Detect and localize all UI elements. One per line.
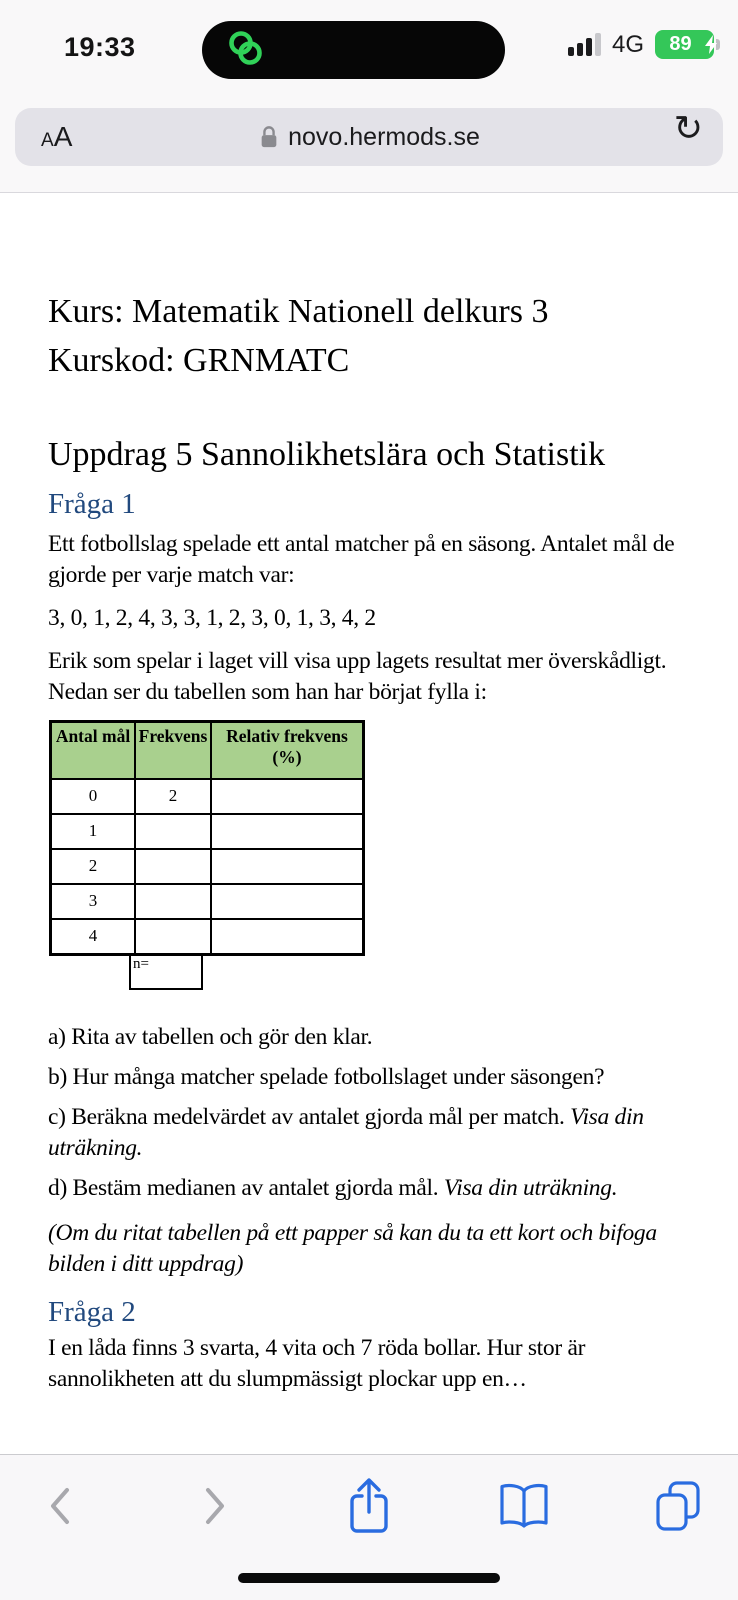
cell xyxy=(135,919,211,955)
address-bar[interactable] xyxy=(15,108,723,166)
url-display[interactable] xyxy=(15,123,723,152)
subtask-c xyxy=(48,1102,668,1164)
toolbar-icon-row xyxy=(0,1455,738,1545)
subtask-a xyxy=(48,1022,690,1053)
status-bar xyxy=(0,0,738,97)
header-antal-mal: Antal mål xyxy=(51,721,136,779)
n-total-cell: n= xyxy=(129,953,203,990)
subtask-italic: Visa din uträkning. xyxy=(443,1174,618,1201)
forward-button[interactable] xyxy=(185,1471,245,1541)
header-relativ-frekvens: Relativ frekvens (%) xyxy=(211,721,364,779)
table-row xyxy=(51,779,364,814)
table-row xyxy=(51,884,364,919)
table-row xyxy=(51,849,364,884)
table-row xyxy=(51,919,364,955)
table-row xyxy=(51,814,364,849)
frequency-table xyxy=(49,720,365,956)
battery-indicator xyxy=(655,30,720,59)
question1-heading: Fråga 1 xyxy=(48,487,136,520)
cell xyxy=(211,919,364,955)
cell xyxy=(135,814,211,849)
reader-options-button[interactable]: A A xyxy=(41,121,73,152)
cell: 4 xyxy=(51,919,136,955)
cell xyxy=(135,849,211,884)
cell: 2 xyxy=(135,779,211,814)
cell: 0 xyxy=(51,779,136,814)
bookmarks-button[interactable] xyxy=(494,1471,554,1541)
safari-bottom-toolbar xyxy=(0,1454,738,1600)
tabs-icon xyxy=(653,1478,703,1534)
charging-bolt-icon xyxy=(704,35,718,54)
clock: 19:33 xyxy=(64,32,136,62)
question1-intro: Ett fotbollslag spelade ett antal matcher på en säsong. Antalet mål de gjorde per varje match var: xyxy=(48,530,675,588)
cell: 1 xyxy=(51,814,136,849)
cell xyxy=(135,884,211,919)
table-header-row xyxy=(51,721,364,779)
browser-top-chrome xyxy=(0,0,738,193)
subtask-text: a) Rita av tabellen och gör den klar. xyxy=(48,1023,373,1050)
course-code: Kurskod: GRNMATC xyxy=(48,341,350,379)
back-button[interactable] xyxy=(30,1471,90,1541)
home-indicator[interactable] xyxy=(238,1573,500,1583)
dynamic-island xyxy=(202,21,505,79)
cell xyxy=(211,814,364,849)
cell-signal-icon xyxy=(568,33,601,56)
domain-text: novo.hermods.se xyxy=(288,122,480,151)
subtask-italic: Visa din uträkning. xyxy=(48,1103,644,1161)
ssl-lock-icon xyxy=(258,124,280,150)
book-icon xyxy=(496,1482,552,1530)
subtask-text: b) Hur många matcher spelade fotbollslaget under säsongen? xyxy=(48,1063,605,1090)
header-frekvens: Frekvens xyxy=(135,721,211,779)
question1-table-intro: Erik som spelar i laget vill visa upp lagets resultat mer överskådligt. Nedan ser du tabellen som han har börjat fylla i: xyxy=(48,647,667,705)
share-button[interactable] xyxy=(339,1471,399,1541)
course-title xyxy=(48,288,690,386)
cell: 3 xyxy=(51,884,136,919)
network-type-label: 4G xyxy=(611,30,644,58)
subtask-d xyxy=(48,1173,690,1204)
course-name: Kurs: Matematik Nationell delkurs 3 xyxy=(48,293,549,330)
cell: 2 xyxy=(51,849,136,884)
web-page-content xyxy=(0,193,738,1395)
chevron-right-icon xyxy=(202,1483,228,1529)
question1-subtasks xyxy=(48,1022,690,1204)
subtask-text: c) Beräkna medelvärdet av antalet gjorda mål per match. xyxy=(48,1103,571,1130)
cell xyxy=(211,884,364,919)
hotspot-link-icon xyxy=(224,29,268,71)
reload-button[interactable]: ↻ xyxy=(673,109,703,149)
tabs-button[interactable] xyxy=(648,1471,708,1541)
chevron-left-icon xyxy=(47,1483,73,1529)
photo-attachment-note: (Om du ritat tabellen på ett papper så kan du ta ett kort och bifoga bilden i ditt uppdrag) xyxy=(48,1219,657,1277)
subtask-b xyxy=(48,1062,690,1093)
goal-data-series: 3, 0, 1, 2, 4, 3, 3, 1, 2, 3, 0, 1, 3, 4, 2 xyxy=(48,604,376,631)
share-icon xyxy=(345,1474,393,1538)
question2-heading: Fråga 2 xyxy=(48,1295,136,1328)
cell xyxy=(211,779,364,814)
cell xyxy=(211,849,364,884)
battery-percent: 89 xyxy=(655,30,714,59)
assignment-title: Uppdrag 5 Sannolikhetslära och Statistik xyxy=(48,435,606,473)
subtask-text: d) Bestäm medianen av antalet gjorda mål. xyxy=(48,1174,444,1201)
status-indicators xyxy=(568,30,720,59)
question2-text: I en låda finns 3 svarta, 4 vita och 7 röda bollar. Hur stor är sannolikheten att du slumpmässigt plockar upp en… xyxy=(48,1334,586,1392)
